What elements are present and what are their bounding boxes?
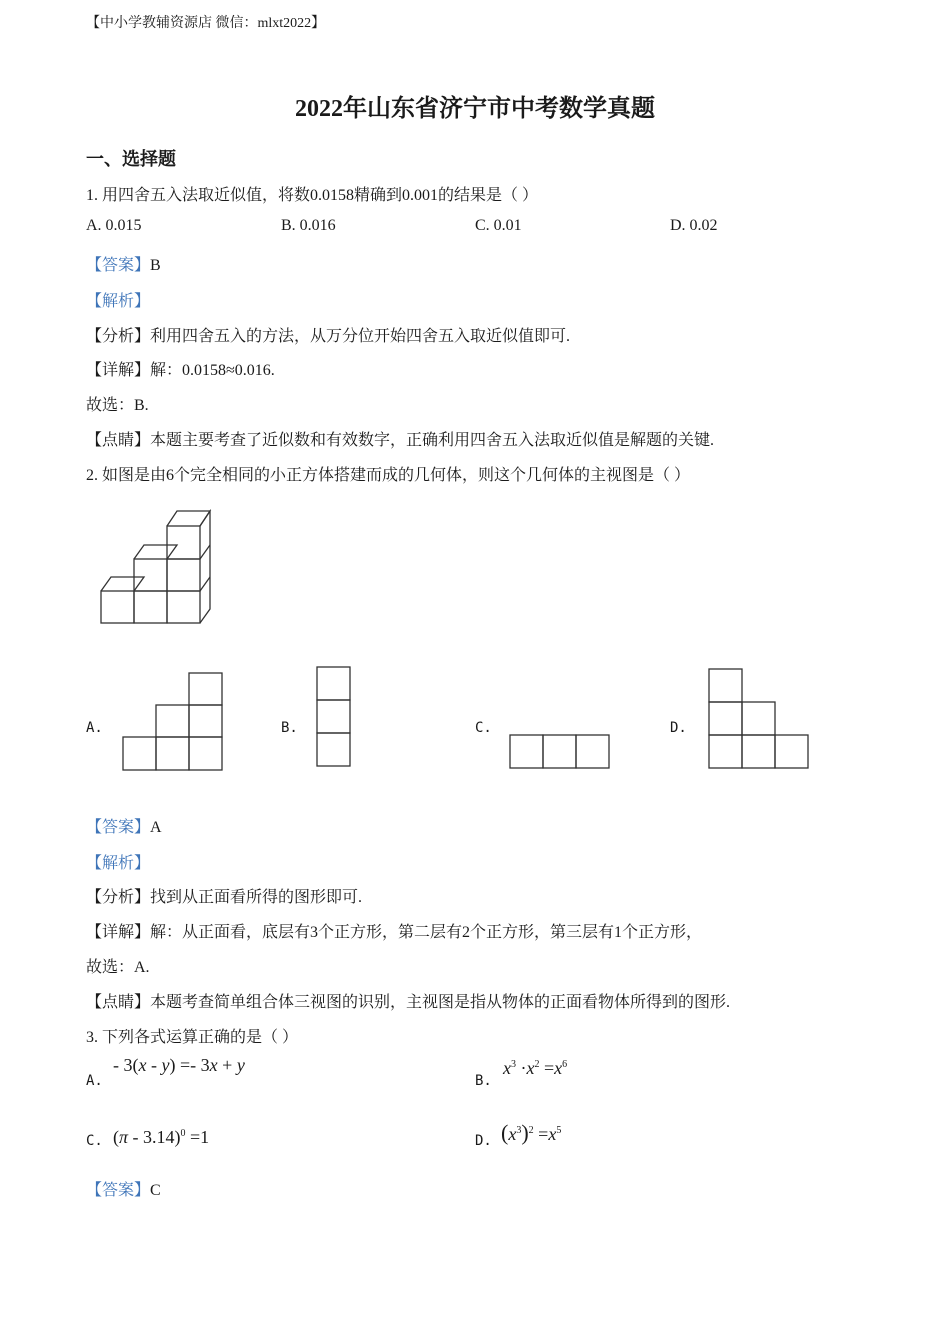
q3-option-a-label: A. [86, 1073, 103, 1089]
page-title: 2022年山东省济宁市中考数学真题 [295, 96, 655, 122]
q3-option-c-label: C. [86, 1133, 103, 1149]
answer-tag: 【答案】 [86, 819, 151, 836]
q2-option-c-label: C. [475, 720, 492, 736]
q2-stem: 2. 如图是由6个完全相同的小正方体搭建而成的几何体，则这个几何体的主视图是（ ） [86, 467, 691, 484]
q1-answer [86, 252, 161, 275]
q2-fenxi [86, 884, 362, 907]
answer-tag: 【答案】 [86, 1182, 151, 1199]
answer-value: A [150, 819, 162, 836]
q2-option-c-figure [507, 732, 613, 772]
q2-option-b-figure [314, 664, 354, 770]
q2-analysis-tag: 【解析】 [86, 855, 151, 872]
q2-option-b-label: B. [281, 720, 298, 736]
fenxi-text: 利用四舍五入的方法，从万分位开始四舍五入取近似值即可. [150, 328, 571, 345]
q2-option-d-figure [706, 666, 812, 772]
fenxi-tag: 【分析】 [86, 889, 151, 906]
q3-option-a-expr: - 3(x - y) =- 3x + y [113, 1055, 245, 1075]
q1-option-d: D. 0.02 [670, 217, 718, 234]
q2-xiangjie [86, 919, 702, 942]
q3-option-c-expr: (π - 3.14)$^0$ =1 [113, 1127, 210, 1147]
page-header: 【中小学教辅资源店 微信：mlxt2022】 [86, 16, 326, 31]
dianjing-text: 本题考查简单组合体三视图的识别，主视图是指从物体的正面看物体所得到的图形. [150, 994, 731, 1011]
q2-solid-figure [95, 505, 220, 630]
q1-option-c: C. 0.01 [475, 217, 522, 234]
q1-option-b: B. 0.016 [281, 217, 336, 234]
fenxi-tag: 【分析】 [86, 328, 151, 345]
answer-value: B [150, 257, 161, 274]
q2-option-a-figure [120, 670, 226, 774]
dianjing-tag: 【点睛】 [86, 432, 151, 449]
q2-option-d-label: D. [670, 720, 687, 736]
q1-xiangjie [86, 357, 275, 380]
q2-dianjing [86, 989, 730, 1012]
q2-answer [86, 814, 162, 837]
q3-option-b-expr: $x^3 \cdot x^2 =x^6$ [503, 1058, 568, 1078]
xiangjie-text: 解：从正面看，底层有3个正方形，第二层有2个正方形，第三层有1个正方形， [150, 924, 703, 941]
q3-option-d-label: D. [475, 1133, 492, 1149]
answer-tag: 【答案】 [86, 257, 151, 274]
answer-value: C [150, 1182, 161, 1199]
xiangjie-tag: 【详解】 [86, 924, 151, 941]
q1-analysis-tag: 【解析】 [86, 293, 151, 310]
xiangjie-text: 解：0.0158≈0.016. [150, 362, 275, 379]
q1-dianjing [86, 427, 714, 450]
dianjing-tag: 【点睛】 [86, 994, 151, 1011]
q1-option-a: A. 0.015 [86, 217, 142, 234]
q1-fenxi [86, 323, 570, 346]
xiangjie-tag: 【详解】 [86, 362, 151, 379]
section-heading: 一、选择题 [86, 149, 176, 169]
dianjing-text: 本题主要考查了近似数和有效数字，正确利用四舍五入法取近似值是解题的关键. [150, 432, 715, 449]
q3-answer [86, 1177, 161, 1200]
q3-option-b-label: B. [475, 1073, 492, 1089]
q3-stem: 3. 下列各式运算正确的是（ ） [86, 1029, 299, 1046]
q1-stem: 1. 用四舍五入法取近似值，将数0.0158精确到0.001的结果是（ ） [86, 187, 539, 204]
q2-option-a-label: A. [86, 720, 103, 736]
q3-option-d-expr: $(x^3)^2 =x^5$ [501, 1120, 562, 1145]
fenxi-text: 找到从正面看所得的图形即可. [150, 889, 363, 906]
q1-guxuan: 故选：B. [86, 397, 149, 414]
q2-guxuan: 故选：A. [86, 959, 150, 976]
